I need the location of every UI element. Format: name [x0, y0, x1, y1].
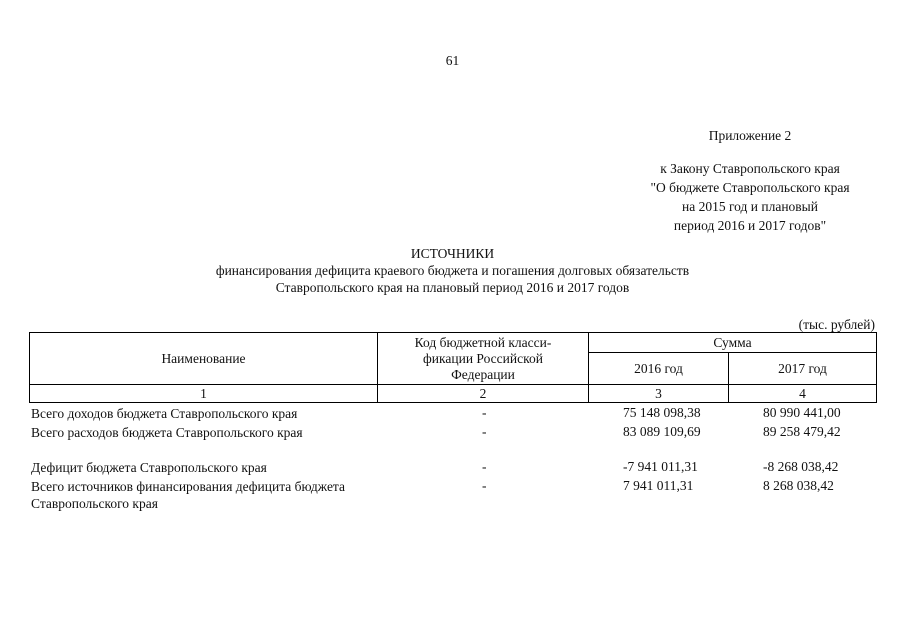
document-title	[0, 245, 905, 296]
header-year-2017: 2017 год	[729, 353, 877, 385]
table-row	[31, 405, 876, 424]
header-code-line: фикации Российской	[423, 350, 543, 366]
row-name: Всего доходов бюджета Ставропольского края	[31, 406, 298, 421]
column-number: 4	[729, 385, 877, 403]
appendix-line: на 2015 год и плановый	[682, 199, 818, 214]
header-code	[378, 333, 589, 385]
row-code: -	[482, 424, 487, 439]
row-value-2017: -8 268 038,42	[763, 459, 839, 474]
header-name: Наименование	[30, 333, 378, 385]
row-value-2017: 8 268 038,42	[763, 478, 834, 493]
title-line: Ставропольского края на плановый период 2016 и 2017 годов	[275, 280, 630, 295]
row-value-2016: 75 148 098,38	[623, 405, 701, 420]
row-value-2016: 83 089 109,69	[623, 424, 701, 439]
row-code: -	[482, 459, 487, 474]
row-value-2016: 7 941 011,31	[623, 478, 694, 493]
appendix-line: к Закону Ставропольского края	[660, 161, 840, 176]
row-value-2017: 89 258 479,42	[763, 424, 841, 439]
appendix-line: период 2016 и 2017 годов"	[673, 218, 827, 233]
title-line: финансирования дефицита краевого бюджета и погашения долговых обязательств	[215, 263, 690, 278]
row-spacer	[31, 443, 876, 459]
page-number: 61	[445, 53, 460, 68]
row-value-2016: -7 941 011,31	[623, 459, 698, 474]
row-code: -	[482, 405, 487, 420]
header-code-line: Федерации	[451, 366, 515, 382]
column-number: 3	[589, 385, 729, 403]
row-value-2017: 80 990 441,00	[763, 405, 841, 420]
header-code-line: Код бюджетной класси-	[414, 334, 552, 350]
header-year-2016: 2016 год	[589, 353, 729, 385]
column-number: 1	[30, 385, 378, 403]
appendix-block	[600, 126, 900, 235]
row-name: Дефицит бюджета Ставропольского края	[31, 460, 267, 475]
row-name: Всего источников финансирования дефицита бюджета Ставропольского края	[31, 479, 345, 511]
header-sum: Сумма	[589, 333, 877, 353]
table-body	[31, 405, 876, 514]
row-name: Всего расходов бюджета Ставропольского края	[31, 425, 303, 440]
table-row	[31, 478, 876, 514]
appendix-title: Приложение 2	[708, 128, 792, 143]
units-label: (тыс. рублей)	[798, 317, 875, 332]
title-main: ИСТОЧНИКИ	[410, 246, 495, 261]
row-code: -	[482, 478, 487, 493]
table-row	[31, 459, 876, 478]
appendix-line: "О бюджете Ставропольского края	[650, 180, 850, 195]
sources-table-header	[29, 332, 877, 403]
table-row	[31, 424, 876, 443]
column-number: 2	[378, 385, 589, 403]
